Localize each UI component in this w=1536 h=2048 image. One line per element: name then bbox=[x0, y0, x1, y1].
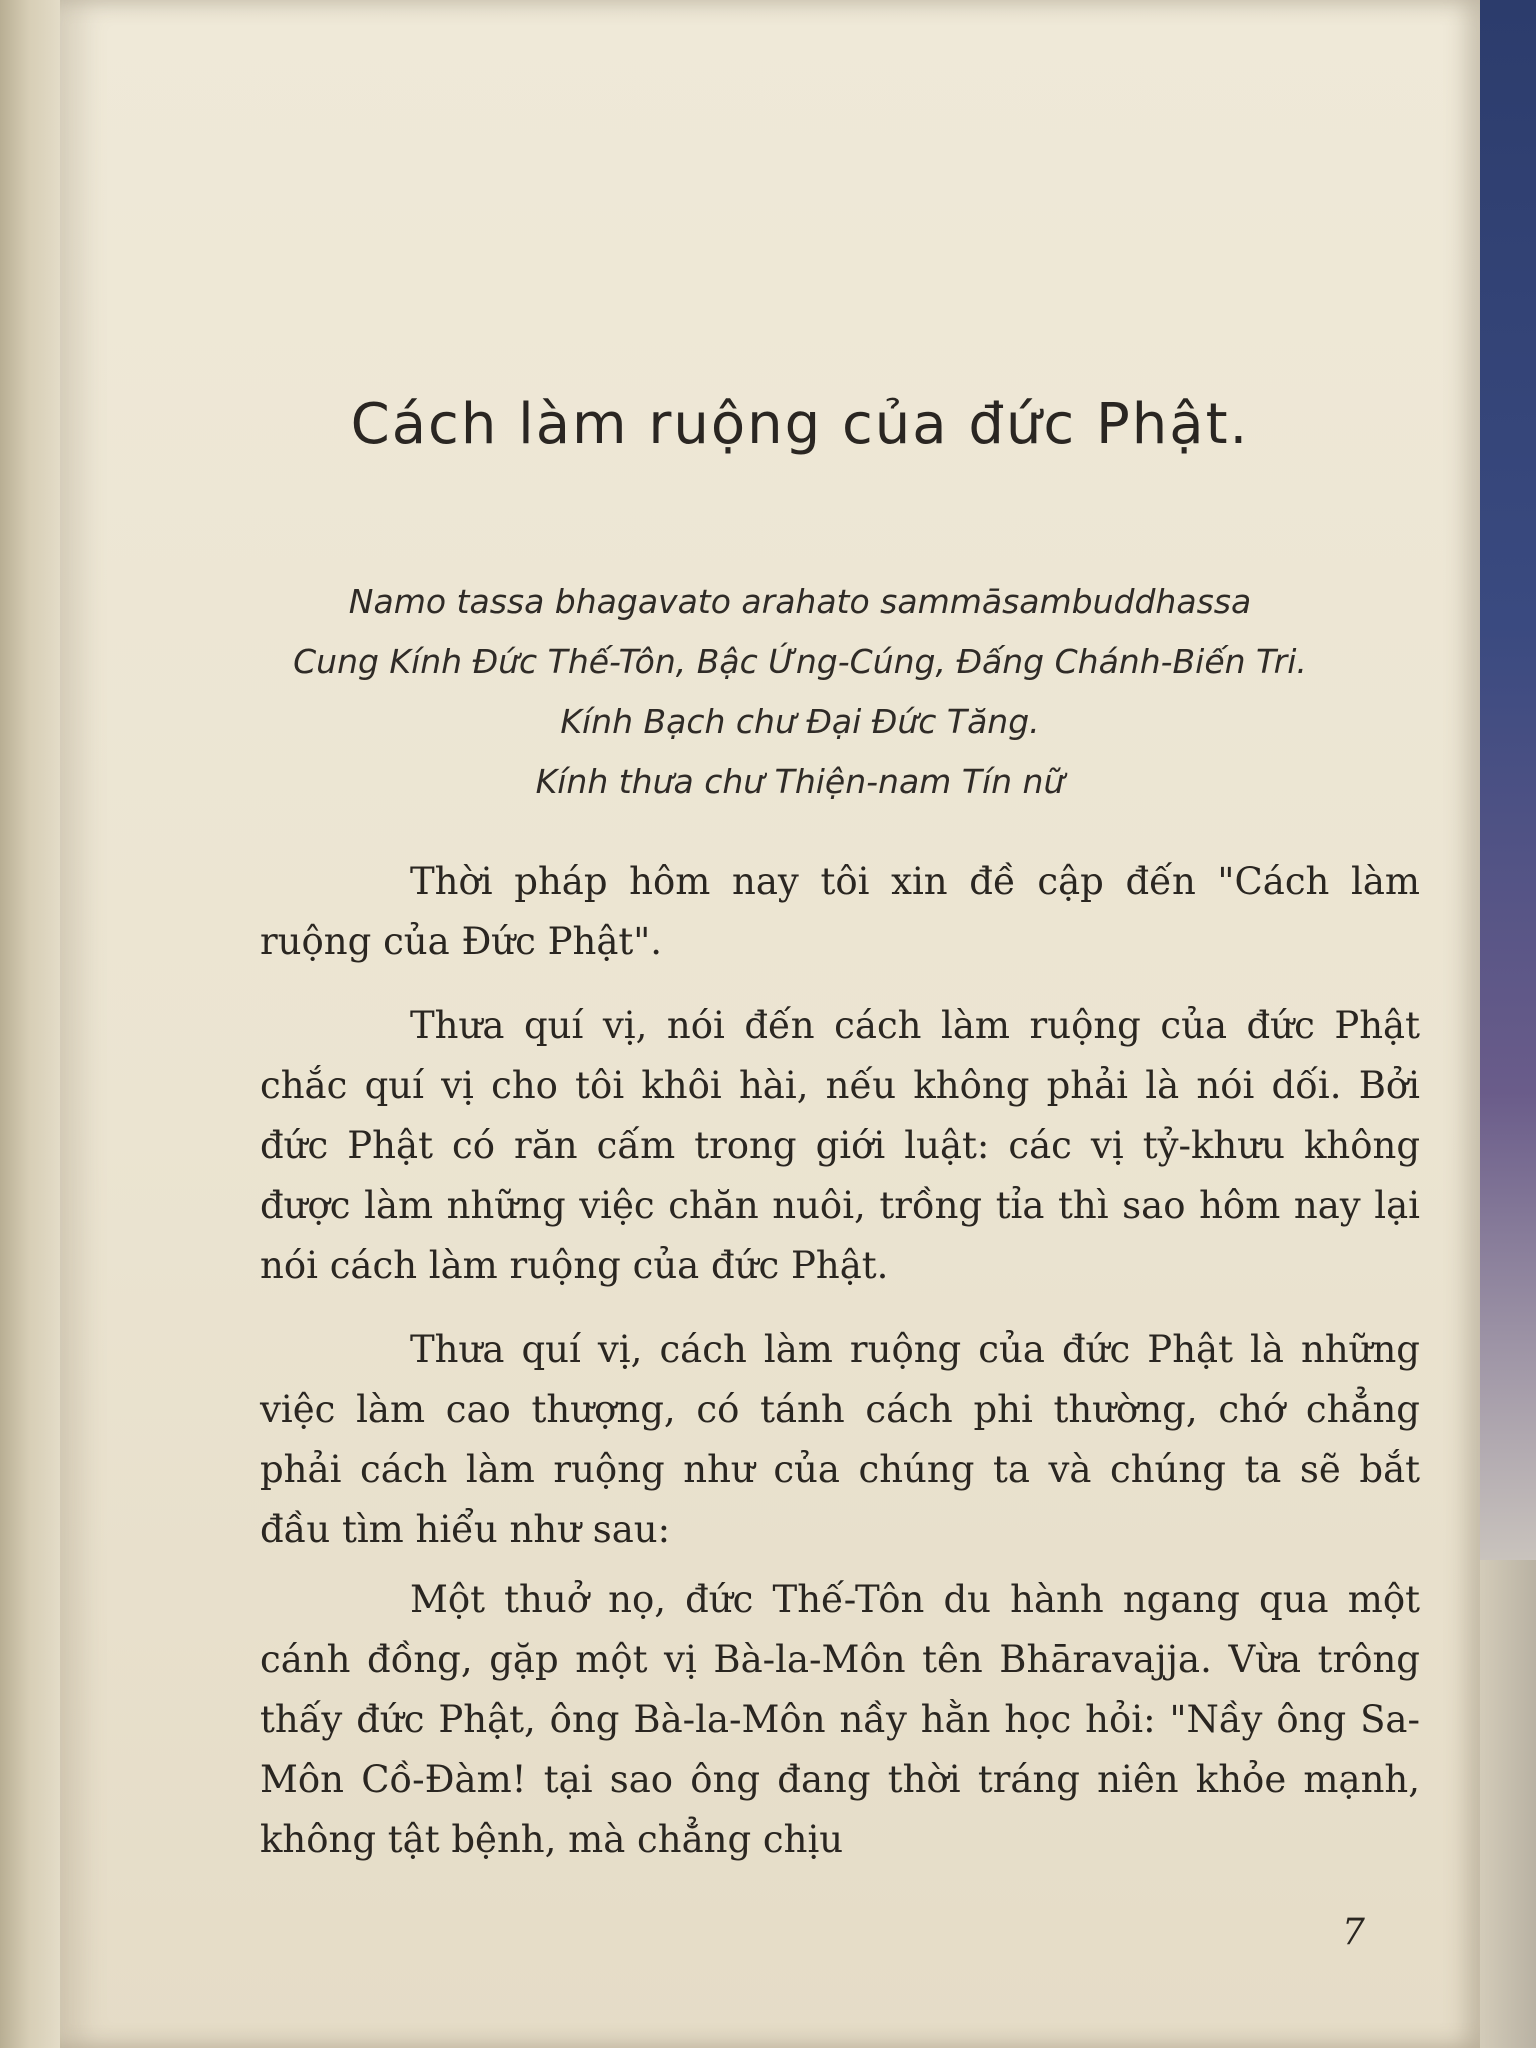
book-page bbox=[60, 0, 1480, 2048]
invocation-line: Kính thưa chư Thiện-nam Tín nữ bbox=[535, 762, 1065, 801]
left-page-edge bbox=[0, 0, 64, 2048]
page-title: Cách làm ruộng của đức Phật. bbox=[350, 392, 1250, 457]
invocation-line: Kính Bạch chư Đại Đức Tăng. bbox=[560, 702, 1040, 741]
body-text bbox=[260, 852, 1420, 1894]
invocation-line: Namo tassa bhagavato arahato sammāsambuddhassa bbox=[348, 582, 1252, 621]
paragraph: Thưa quí vị, cách làm ruộng của đức Phật là những việc làm cao thượng, có tánh cách phi thường, chớ chẳng phải cách làm ruộng như của chúng ta và chúng ta sẽ bắt đầu tìm hiểu như sau: bbox=[260, 1328, 1420, 1551]
background-object bbox=[1476, 0, 1536, 1560]
invocation-line: Cung Kính Đức Thế-Tôn, Bậc Ứng-Cúng, Đấng Chánh-Biến Tri. bbox=[293, 642, 1307, 681]
paragraph: Một thuở nọ, đức Thế-Tôn du hành ngang qua một cánh đồng, gặp một vị Bà-la-Môn tên Bhāravajja. Vừa trông thấy đức Phật, ông Bà-la-Môn nầy hằn học hỏi: "Nầy ông Sa-Môn Cồ-Đàm! tại sao ông đang thời tráng niên khỏe mạnh, không tật bệnh, mà chẳng chịu bbox=[260, 1578, 1420, 1861]
page-number: 7 bbox=[1342, 1912, 1365, 1953]
paragraph: Thưa quí vị, nói đến cách làm ruộng của đức Phật chắc quí vị cho tôi khôi hài, nếu không phải là nói dối. Bởi đức Phật có răn cấm trong giới luật: các vị tỷ-khưu không được làm những việc chăn nuôi, trồng tỉa thì sao hôm nay lại nói cách làm ruộng của đức Phật. bbox=[260, 1004, 1420, 1287]
invocation-block bbox=[200, 572, 1400, 812]
paragraph: Thời pháp hôm nay tôi xin đề cập đến "Cách làm ruộng của Đức Phật". bbox=[260, 860, 1420, 963]
